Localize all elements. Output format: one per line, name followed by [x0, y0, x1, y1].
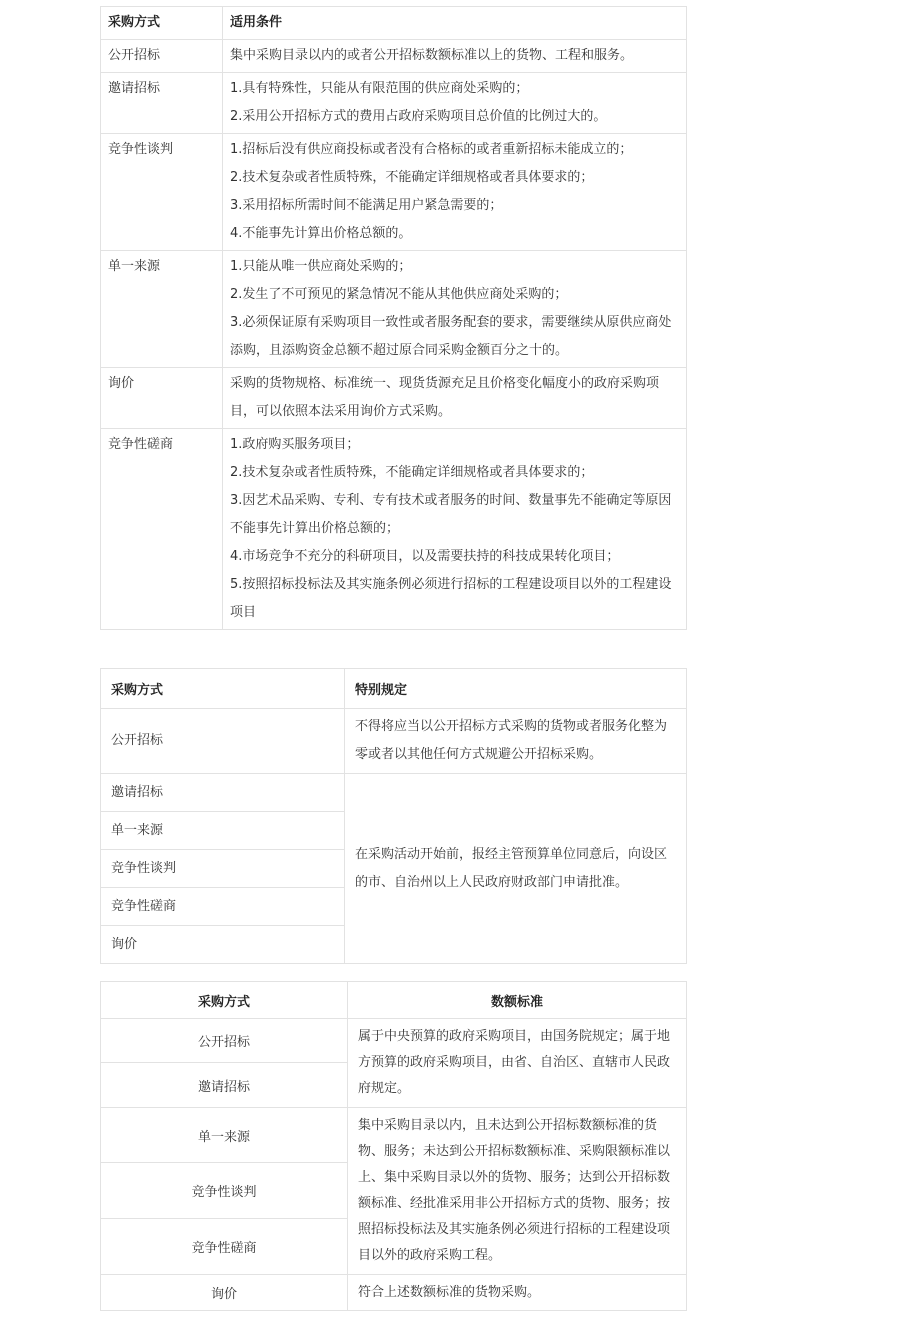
method-cell: 询价: [101, 926, 345, 964]
conditions-cell: [223, 73, 687, 134]
method-cell: 单一来源: [101, 812, 345, 850]
method-cell: 公开招标: [101, 709, 345, 774]
method-cell: 询价: [101, 1275, 348, 1311]
condition-line: 5.按照招标投标法及其实施条例必须进行招标的工程建设项目以外的工程建设项目: [230, 577, 672, 620]
condition-line: 4.市场竞争不充分的科研项目，以及需要扶持的科技成果转化项目；: [230, 549, 620, 564]
condition-line: 3.采用招标所需时间不能满足用户紧急需要的；: [230, 198, 503, 213]
standard-cell: 集中采购目录以内，且未达到公开招标数额标准的货物、服务；未达到公开招标数额标准、采购限额标准以上、集中采购目录以外的货物、服务；达到公开招标数额标准、经批准采用非公开招标方式的货物、服务；按照招标投标法及其实施条例必须进行招标的工程建设项目以外的政府采购工程。: [348, 1108, 687, 1275]
method-cell: 公开招标: [101, 40, 223, 73]
method-cell: 竞争性谈判: [101, 134, 223, 251]
condition-line: 2.技术复杂或者性质特殊，不能确定详细规格或者具体要求的；: [230, 170, 594, 185]
column-header-conditions: 适用条件: [223, 7, 687, 40]
column-header-special-rule: 特别规定: [345, 669, 687, 709]
conditions-cell: [223, 368, 687, 429]
rule-cell: 在采购活动开始前，报经主管预算单位同意后，向设区的市、自治州以上人民政府财政部门申请批准。: [345, 774, 687, 964]
condition-line: 1.政府购买服务项目；: [230, 437, 360, 452]
table-row: [101, 40, 687, 73]
method-cell: 单一来源: [101, 251, 223, 368]
condition-line: 采购的货物规格、标准统一、现货货源充足且价格变化幅度小的政府采购项目，可以依照本法采用询价方式采购。: [230, 376, 660, 419]
table-row: [101, 368, 687, 429]
table-row: [101, 73, 687, 134]
method-cell: 单一来源: [101, 1108, 348, 1163]
table-row: [101, 709, 687, 774]
conditions-cell: [223, 429, 687, 630]
conditions-table: [100, 6, 687, 630]
table-header-row: [101, 982, 687, 1019]
condition-line: 2.采用公开招标方式的费用占政府采购项目总价值的比例过大的。: [230, 109, 607, 124]
condition-line: 2.技术复杂或者性质特殊，不能确定详细规格或者具体要求的；: [230, 465, 594, 480]
conditions-cell: [223, 251, 687, 368]
method-cell: 竞争性磋商: [101, 429, 223, 630]
conditions-cell: [223, 40, 687, 73]
condition-line: 1.具有特殊性，只能从有限范围的供应商处采购的；: [230, 81, 529, 96]
table-row: [101, 1108, 687, 1163]
table-row: [101, 134, 687, 251]
method-cell: 邀请招标: [101, 73, 223, 134]
table-row: [101, 429, 687, 630]
conditions-cell: [223, 134, 687, 251]
condition-line: 4.不能事先计算出价格总额的。: [230, 226, 412, 241]
rule-cell: 不得将应当以公开招标方式采购的货物或者服务化整为零或者以其他任何方式规避公开招标采购。: [345, 709, 687, 774]
table-row: [101, 1019, 687, 1063]
table-header-row: [101, 7, 687, 40]
condition-line: 3.必须保证原有采购项目一致性或者服务配套的要求，需要继续从原供应商处添购，且添购资金总额不超过原合同采购金额百分之十的。: [230, 315, 672, 358]
table-row: [101, 1275, 687, 1311]
special-rules-table: [100, 668, 687, 964]
condition-line: 集中采购目录以内的或者公开招标数额标准以上的货物、工程和服务。: [230, 48, 634, 63]
method-cell: 竞争性谈判: [101, 1163, 348, 1219]
table-header-row: [101, 669, 687, 709]
method-cell: 竞争性磋商: [101, 1219, 348, 1275]
method-cell: 询价: [101, 368, 223, 429]
method-cell: 竞争性谈判: [101, 850, 345, 888]
condition-line: 1.招标后没有供应商投标或者没有合格标的或者重新招标未能成立的；: [230, 142, 633, 157]
standard-cell: 属于中央预算的政府采购项目，由国务院规定；属于地方预算的政府采购项目，由省、自治区、直辖市人民政府规定。: [348, 1019, 687, 1108]
method-cell: 公开招标: [101, 1019, 348, 1063]
method-cell: 邀请招标: [101, 1063, 348, 1108]
column-header-method: 采购方式: [101, 7, 223, 40]
condition-line: 2.发生了不可预见的紧急情况不能从其他供应商处采购的；: [230, 287, 568, 302]
method-cell: 邀请招标: [101, 774, 345, 812]
column-header-method: 采购方式: [101, 982, 348, 1019]
column-header-amount-standard: 数额标准: [348, 982, 687, 1019]
standard-cell: 符合上述数额标准的货物采购。: [348, 1275, 687, 1311]
table-row: [101, 774, 687, 812]
method-cell: 竞争性磋商: [101, 888, 345, 926]
table-row: [101, 251, 687, 368]
amount-standards-table: [100, 981, 687, 1311]
condition-line: 1.只能从唯一供应商处采购的；: [230, 259, 412, 274]
column-header-method: 采购方式: [101, 669, 345, 709]
condition-line: 3.因艺术品采购、专利、专有技术或者服务的时间、数量事先不能确定等原因不能事先计算出价格总额的；: [230, 493, 672, 536]
